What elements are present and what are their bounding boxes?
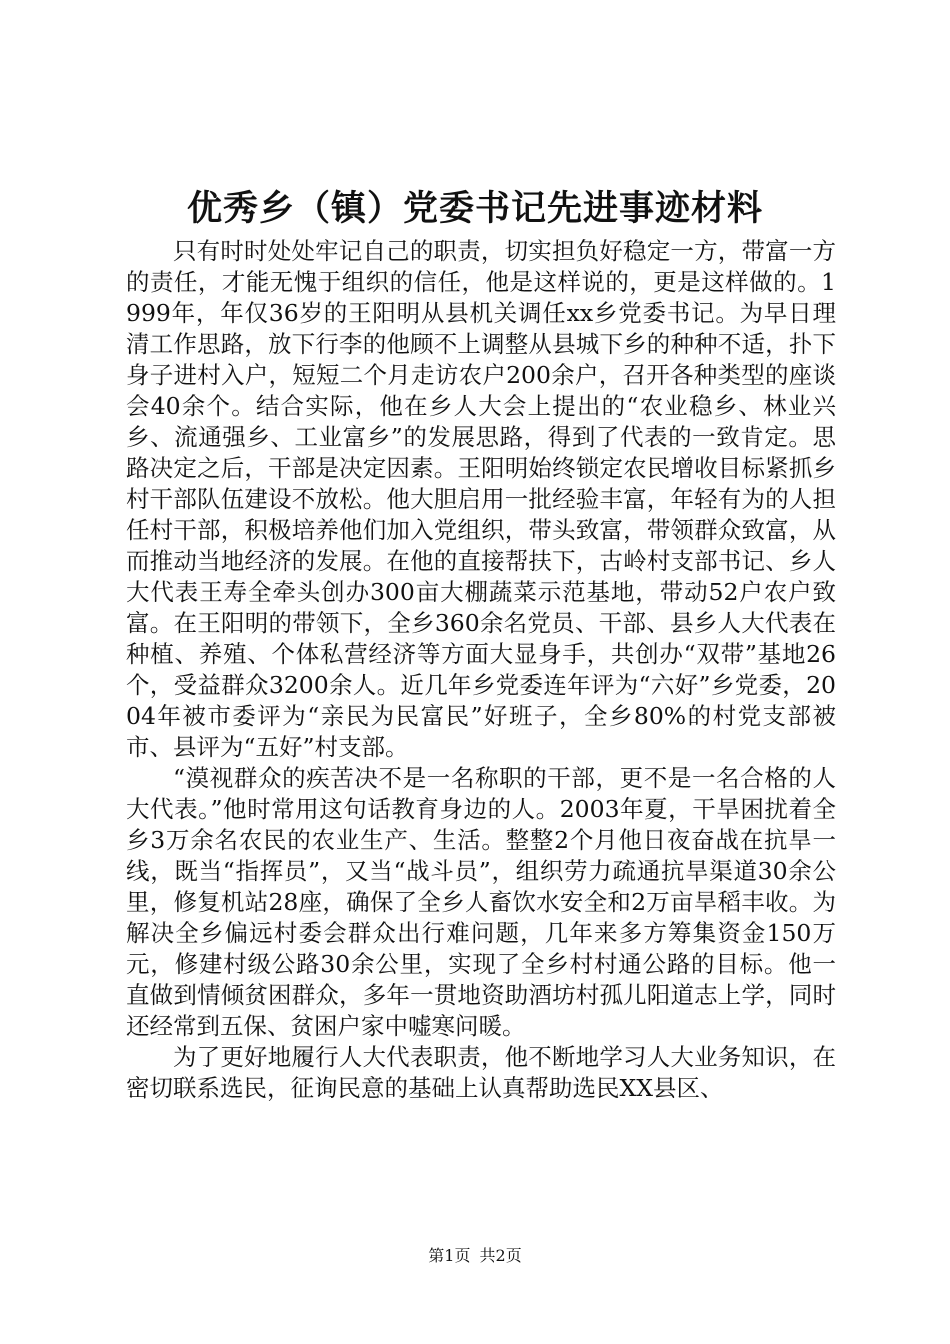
page-number: 第1页 xyxy=(428,1246,471,1265)
page-footer xyxy=(0,1245,950,1267)
paragraph-1: 只有时时处处牢记自己的职责，切实担负好稳定一方，带富一方的责任，才能无愧于组织的信任，他是这样说的，更是这样做的。1999年，年仅36岁的王阳明从县机关调任xx乡党委书记。为早日理清工作思路，放下行李的他顾不上调整从县城下乡的种种不适，扑下身子进村入户，短短二个月走访农户200余户，召开各种类型的座谈会40余个。结合实际，他在乡人大会上提出的“农业稳乡、林业兴乡、流通强乡、工业富乡”的发展思路，得到了代表的一致肯定。思路决定之后，干部是决定因素。王阳明始终锁定农民增收目标紧抓乡村干部队伍建设不放松。他大胆启用一批经验丰富，年轻有为的人担任村干部，积极培养他们加入党组织，带头致富，带领群众致富，从而推动当地经济的发展。在他的直接帮扶下，古岭村支部书记、乡人大代表王寿全牵头创办300亩大棚蔬菜示范基地，带动52户农户致富。在王阳明的带领下，全乡360余名党员、干部、县乡人大代表在种植、养殖、个体私营经济等方面大显身手，共创办“双带”基地26个，受益群众3200余人。近几年乡党委连年评为“六好”乡党委，2004年被市委评为“亲民为民富民”好班子，全乡80%的村党支部被市、县评为“五好”村支部。 xyxy=(126,237,836,761)
paragraph-2: “漠视群众的疾苦决不是一名称职的干部，更不是一名合格的人大代表。”他时常用这句话教育身边的人。2003年夏，干旱困扰着全乡3万余名农民的农业生产、生活。整整2个月他日夜奋战在抗旱一线，既当“指挥员”，又当“战斗员”，组织劳力疏通抗旱渠道30余公里，修复机站28座，确保了全乡人畜饮水安全和2万亩旱稻丰收。为解决全乡偏远村委会群众出行难问题，几年来多方筹集资金150万元，修建村级公路30余公里，实现了全乡村村通公路的目标。他一直做到情倾贫困群众，多年一贯地资助酒坊村孤儿阳道志上学，同时还经常到五保、贫困户家中嘘寒问暖。 xyxy=(126,764,836,1040)
page-total: 共2页 xyxy=(479,1246,522,1265)
paragraph-3: 为了更好地履行人大代表职责，他不断地学习人大业务知识，在密切联系选民，征询民意的基础上认真帮助选民XX县区、 xyxy=(126,1043,836,1102)
document-body xyxy=(126,236,836,1104)
document-title: 优秀乡（镇）党委书记先进事迹材料 xyxy=(186,188,763,229)
